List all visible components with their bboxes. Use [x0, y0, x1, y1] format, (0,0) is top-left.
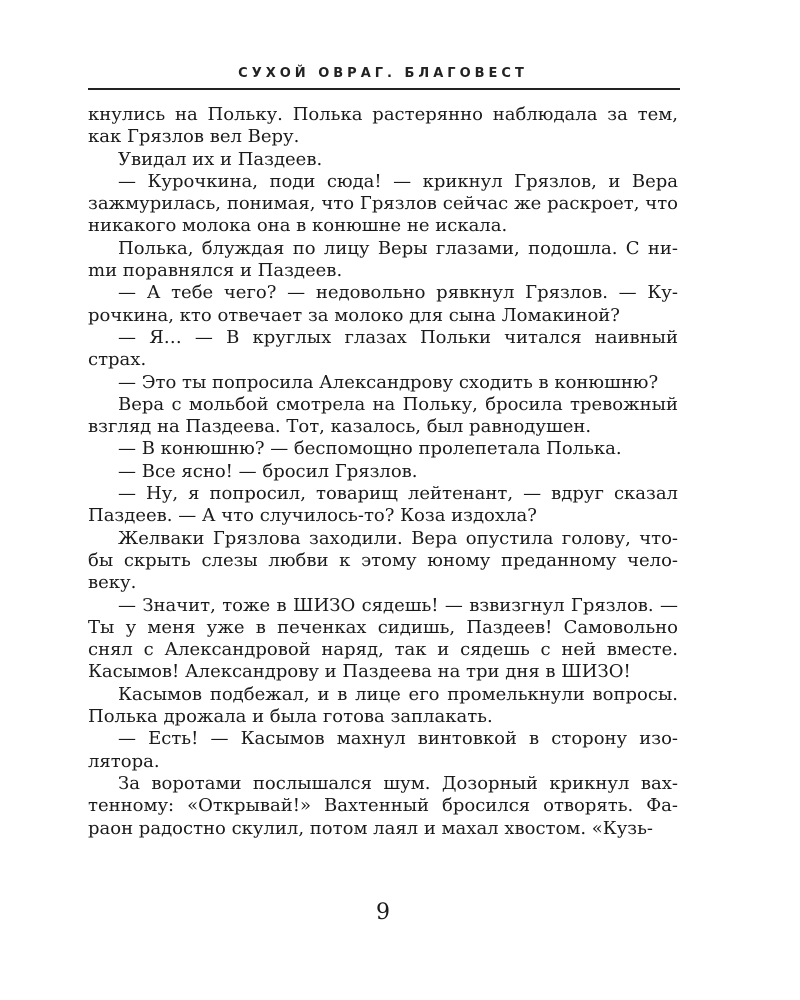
- paragraph: — Есть! — Касымов махнул винтовкой в сторону изолятора.: [88, 728, 678, 772]
- body-text: [88, 104, 678, 840]
- paragraph: Полька, блуждая по лицу Веры глазами, подошла. С ниmи поравнялся и Паздеев.: [88, 237, 678, 282]
- paragraph: Касымов подбежал, и в лице его промелькнули вопросы. Полька дрожала и была готова заплакать.: [88, 683, 678, 728]
- paragraph: — Значит, тоже в ШИЗО сядешь! — взвизгнул Грязлов. — Ты у меня уже в печенках сидишь, Паздеев! Самовольно снял с Александровой наряд, так и сядешь с ней вместе. Касымов! Александрову и Паздеева на три дня в ШИЗО!: [88, 594, 678, 683]
- paragraph: — А тебе чего? — недовольно рявкнул Грязлов. — Курочкина, кто отвечает за молоко для сына Ломакиной?: [88, 282, 678, 326]
- paragraph: — Все ясно! — бросил Грязлов.: [118, 460, 418, 482]
- header-rule: [88, 88, 680, 90]
- paragraph: — В конюшню? — беспомощно пролепетала Полька.: [118, 438, 622, 460]
- paragraph: — Ну, я попросил, товарищ лейтенант, — вдруг сказал Паздеев. — А что случилось-то? Коза издохла?: [88, 483, 678, 527]
- page-number: 9: [376, 900, 390, 925]
- paragraph: — Курочкина, поди сюда! — крикнул Грязлов, и Вера зажмурилась, понимая, что Грязлов сейчас же раскроет, что никакого молока она в конюшне не искала.: [88, 170, 678, 237]
- paragraph: — Это ты попросила Александрову сходить в конюшню?: [118, 371, 659, 393]
- running-header: СУХОЙ ОВРАГ. БЛАГОВЕСТ: [238, 66, 528, 81]
- paragraph: Желваки Грязлова заходили. Вера опустила голову, чтобы скрыть слезы любви к этому юному преданному человеку.: [88, 527, 678, 594]
- paragraph: — Я… — В круглых глазах Польки читался наивный страх.: [88, 326, 678, 371]
- paragraph: За воротами послышался шум. Дозорный крикнул вахтенному: «Открывай!» Вахтенный бросился отворять. Фараон радостно скулил, потом лаял и махал хвостом. «Кузь-: [88, 772, 678, 839]
- paragraph: Вера с мольбой смотрела на Польку, бросила тревожный взгляд на Паздеева. Тот, казалось, был равнодушен.: [88, 393, 678, 438]
- paragraph: Увидал их и Паздеев.: [118, 148, 323, 170]
- paragraph: кнулись на Польку. Полька растерянно наблюдала за тем, как Грязлов вел Веру.: [88, 104, 678, 148]
